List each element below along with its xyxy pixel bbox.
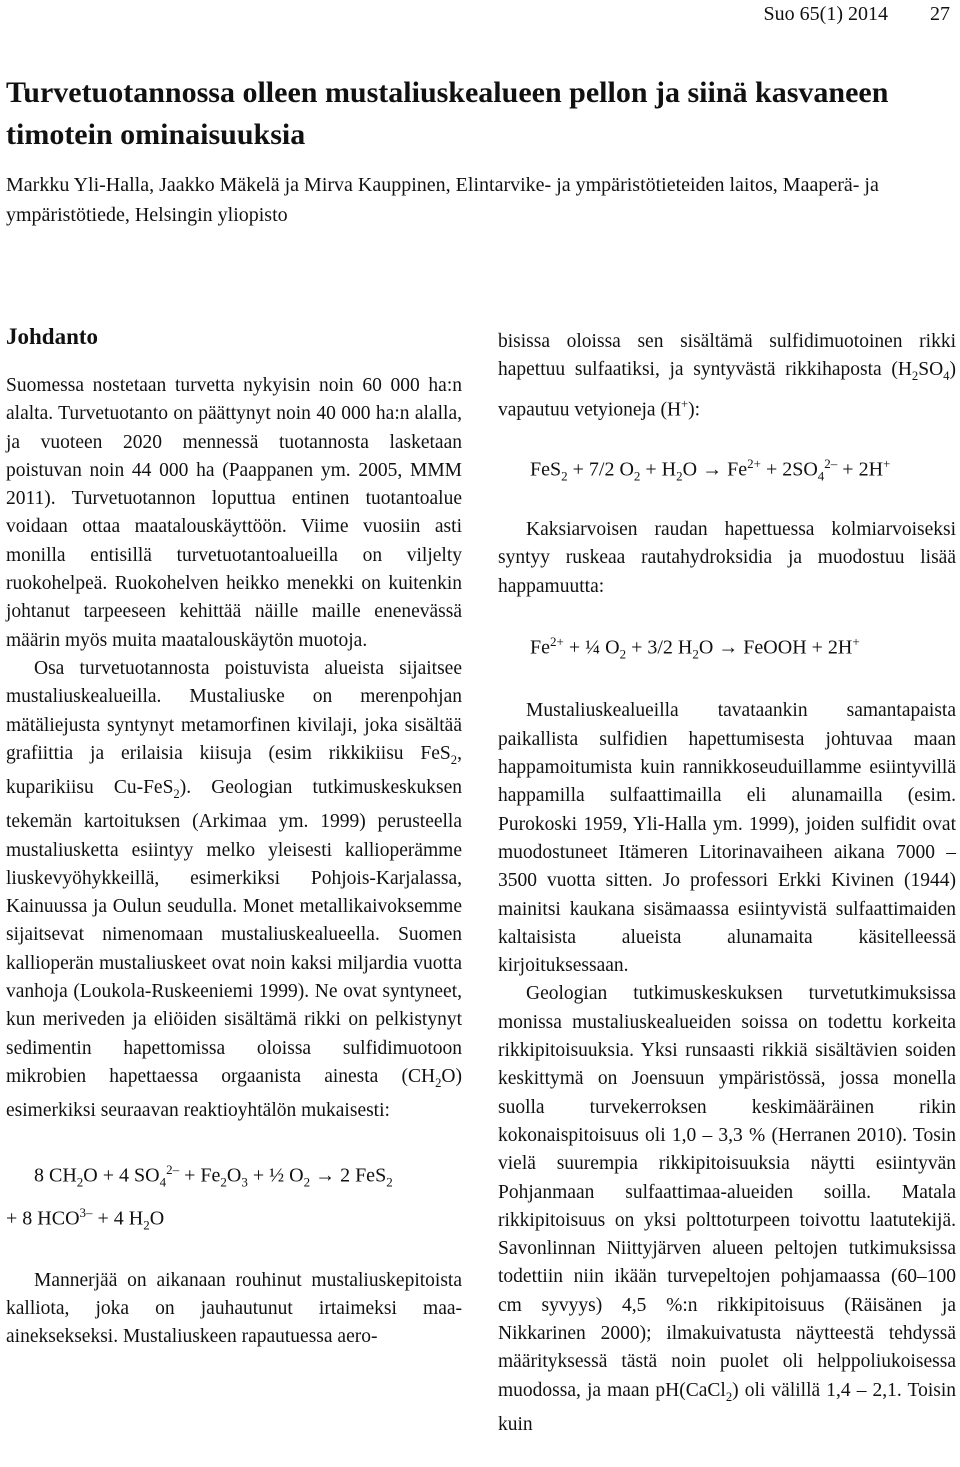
right-column — [498, 328, 956, 1439]
paragraph: Mustaliuskealueilla tavataankin samantapaista paikallista sulfidien hapettumisesta johtuvaa maan happamoitumista kuin rannikkoseuduillamme esiintyvillä happamilla sulfaattimailla eli alunamailla (esim. Purokoski 1959, Yli-Halla ym. 1999), joiden sulfidit ovat muodostuneet Itämeren Litorinavaiheen aikana 7000 – 3500 vuotta sitten. Jo professori Erkki Kivinen (1944) mainitsi kaukana sisämaassa esiintyvistä sulfaattimaiden kaltaisista alueista alunamaita käsitelleessä kirjoituksessaan. — [498, 700, 956, 977]
running-header — [764, 3, 950, 26]
paragraph: Suomessa nostetaan turvetta nykyisin noin 60 000 ha:n alalta. Turvetuotanto on päättynyt noin 40 000 ha:n alalla, ja vuoteen 2020 mennessä tuotannosta lasketaan poistuvan noin 44 000 ha (Paappanen ym. 2005, MMM 2011). Turvetuotannon loputtua entinen tuotantoalue voidaan ottaa maatalouskäyttöön. Viime vuosiin asti monilla entisillä turvetuotantoalueilla on viljelty ruokohelpeä. Ruokohelven heikko menekki on kuitenkin johtanut tarpeeseen kehittää näille maille enenevässä määrin myös muita maatalouskäytön muotoja. — [6, 375, 462, 651]
reaction-equation-3: $Fe^{2+}$ + ¼ $O_2 + 3/2$ $H_2O$ → FeOOH + 2H+ — [530, 633, 860, 662]
paragraph: Kaksiarvoisen raudan hapettuessa kolmiarvoiseksi syntyy ruskeaa rautahydroksidia ja muodostuu lisää happamuutta: — [498, 518, 956, 597]
article-title: Turvetuotannossa olleen mustaliuskealueen pellon ja siinä kasvaneen timotein ominaisuuksia — [6, 76, 889, 151]
author-affiliation: Markku Yli-Halla, Jaakko Mäkelä ja Mirva Kauppinen, Elintarvike- ja ympäristötieteiden laitos, Maaperä- ja ympäristötiede, Helsingin yliopisto — [6, 174, 879, 226]
reaction-equation-1: 8 $CH_2O + 4$ $SO_4^{2-} + Fe_2O_3$ + ½ $O_2 \to 2$ FeS$_2$ + 8 $HCO^{3-} + 4$ $H_2O$ — [6, 1162, 393, 1233]
paragraph: Geologian tutkimuskeskuksen turvetutkimuksissa monissa mustaliuskealueiden soissa on todettu korkeita rikkipitoisuuksia. Yksi runsaasti rikkiä sisältävien soiden keskittymä on Joensuun ympäristössä, jossa monella suolla turvekerroksen keskimääräinen rikin kokonaispitoisuus oli 1,0 – 3,3 % (Herranen 2010). Tosin vielä suurempia rikkipitoisuuksia näytti esiintyvän Pohjanmaan sulfaattimaa-alueiden soilla. Matala rikkipitoisuus on yksi polttoturpeen toivottu laatutekijä. Savonlinnan Niittyjärven alueen peltojen tutkimuksissa todettiin niin ikään turvepeltojen pohjamaassa (60–100 cm syvyys) 4,5 %:n rikkipitoisuus (Räisänen ja Nikkarinen 2000); ilmakuivatusta näytteestä tehdyssä määrityksessä tästä noin puolet oli helppoliukoisessa muodossa, ja maan pH(CaCl$_2$) oli välillä 1,4 – 2,1. Toisin kuin — [498, 983, 956, 1435]
paragraph: Mannerjää on aikanaan rouhinut mustaliuskepitoista kalliota, joka on jauhautunut irtaimeksi maa-aineksekseksi. Mustaliuskeen rapautuessa aero- — [6, 1269, 462, 1348]
left-column — [6, 322, 462, 1352]
page-number: 27 — [930, 3, 950, 25]
section-heading: Johdanto — [6, 324, 99, 349]
paragraph: Osa turvetuotannosta poistuvista alueista sijaitsee mustaliuskealueilla. Mustaliuske on merenpohjan mätäliejusta syntynyt metamorfinen kivilaji, joka sisältää grafiittia ja erilaisia kiisuja (esim rikkikiisu FeS$_2$, kuparikiisu Cu-FeS$_2$). Geologian tutkimuskeskuksen tekemän kartoituksen (Arkimaa ym. 1999) perusteella mustaliusketta esiintyy melko yleisesti kallioperämme liuskevyöhykkeillä, esimerkiksi Pohjois-Karjalassa, Kainuussa ja Oulun seudulla. Monet metallikaivoksemme sijaitsevat nimenomaan mustaliuskealueella. Suomen kallioperän mustaliuskeet ovat noin kaksi miljardia vuotta vanhoja (Loukola-Ruskeeniemi 1999). Ne ovat syntyneet, kun meriveden ja eliöiden sisältämä rikki on pelkistynyt sedimentin hapettomissa oloissa sulfidimuotoon mikrobien hapettaessa orgaanista ainesta $(CH_2O)$ esimerkiksi seuraavan reaktioyhtälön mukaisesti: — [6, 657, 462, 1122]
journal-issue: Suo 65(1) 2014 — [763, 3, 888, 25]
paragraph: bisissa oloissa sen sisältämä sulfidimuotoinen rikki hapettuu sulfaatiksi, ja syntyvästä rikkihaposta $(H_2SO_4)$ vapautuu vetyioneja (H+): — [498, 331, 956, 421]
reaction-equation-2: FeS$_2$ + 7/2 $O_2 + H_2O \to Fe^{2+} + 2SO_4^{2-} + 2H^+$ — [530, 456, 891, 484]
